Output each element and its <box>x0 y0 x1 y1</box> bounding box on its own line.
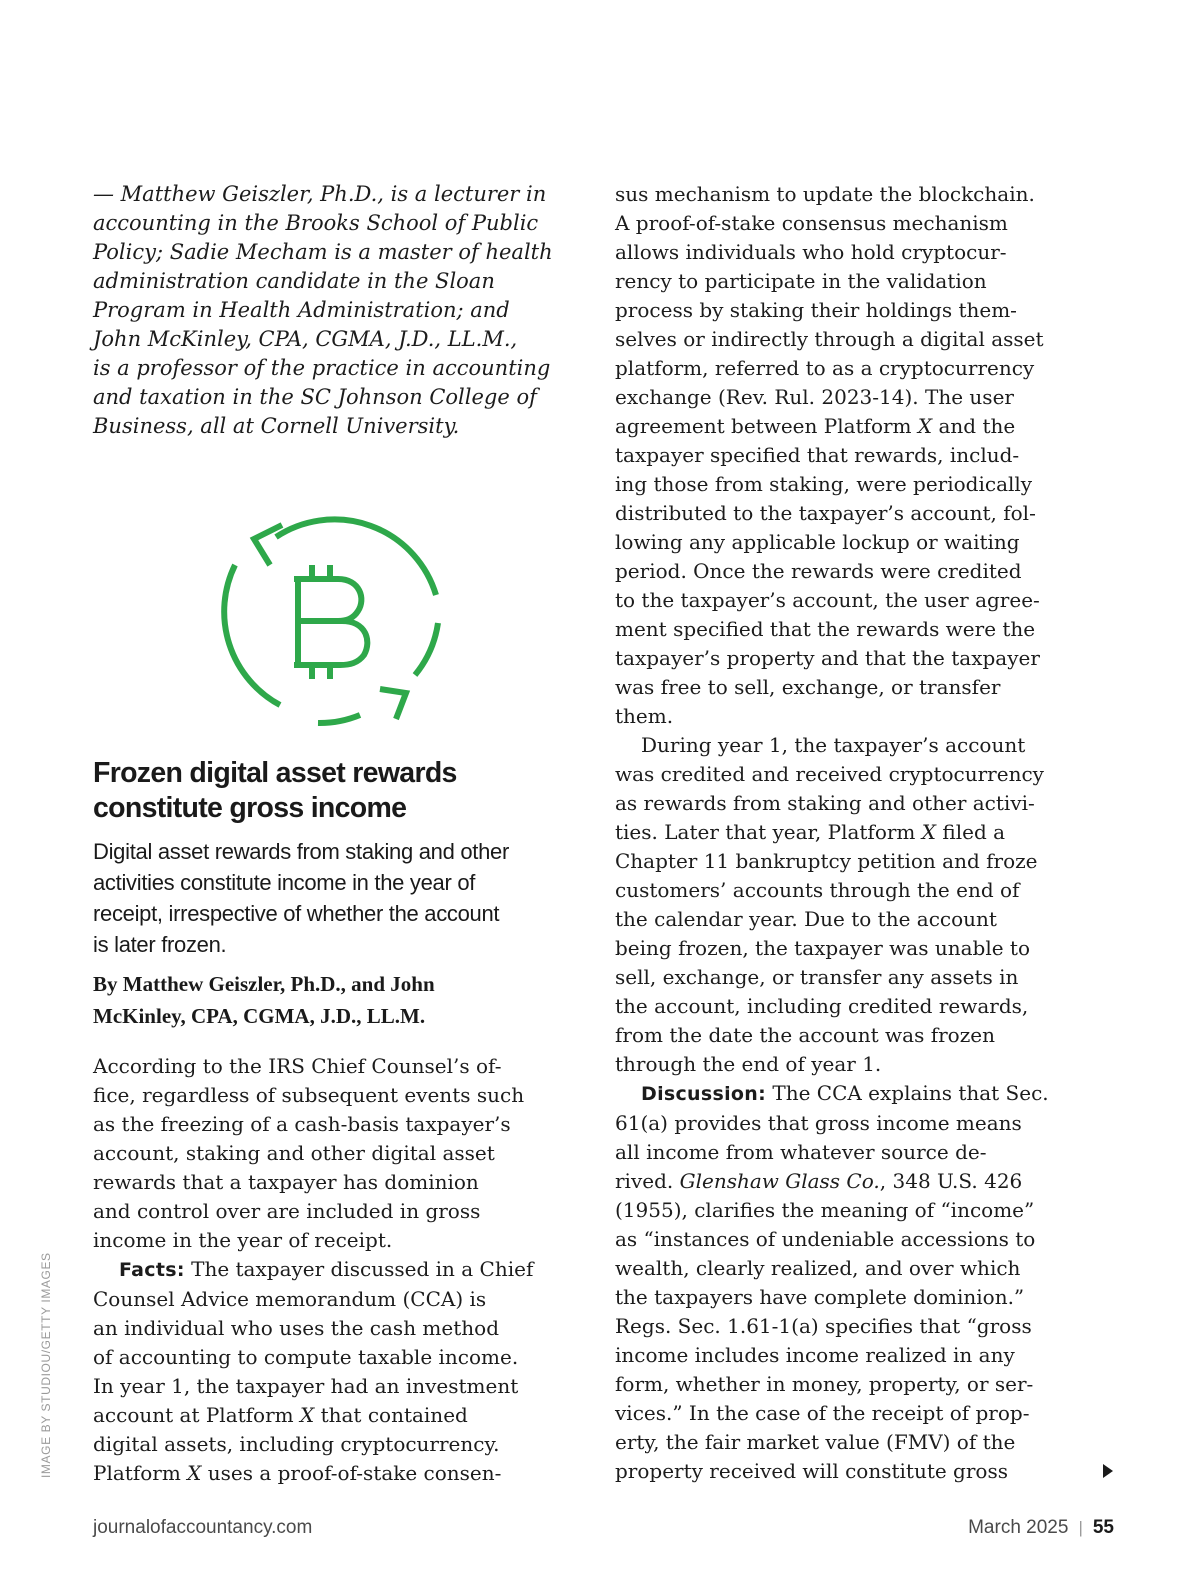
body-line: income in the year of receipt. <box>93 1228 393 1252</box>
body-line: vices.” In the case of the receipt of prop- <box>615 1401 1030 1425</box>
body-line <box>93 1459 563 1488</box>
body-line: According to the IRS Chief Counsel’s of- <box>93 1054 502 1078</box>
refresh-arc-left <box>224 565 280 705</box>
body-line: digital assets, including cryptocurrency. <box>93 1432 500 1456</box>
body-line: wealth, clearly realized, and over which <box>615 1256 1021 1280</box>
footer-issue <box>968 1517 1114 1539</box>
deck-line: Digital asset rewards from staking and other <box>93 839 509 864</box>
platform-x: X <box>917 414 933 438</box>
body-text: account at Platform <box>93 1403 300 1427</box>
bitcoin-refresh-svg <box>210 505 450 730</box>
bio-line: administration candidate in the Sloan <box>93 269 495 293</box>
body-line <box>615 1079 1077 1109</box>
discussion-label: Discussion: <box>641 1083 766 1105</box>
footer-website: journalofaccountancy.com <box>93 1517 313 1538</box>
platform-x: X <box>921 820 937 844</box>
footer-date: March 2025 <box>968 1517 1069 1538</box>
body-line: income includes income realized in any <box>615 1343 1015 1367</box>
body-line: as “instances of undeniable accessions to <box>615 1227 1036 1251</box>
platform-x: X <box>299 1403 315 1427</box>
body-line: was free to sell, exchange, or transfer <box>615 675 1001 699</box>
bitcoin-refresh-icon <box>210 505 450 730</box>
bio-line: — Matthew Geiszler, Ph.D., is a lecturer in <box>93 182 547 206</box>
body-line: A proof-of-stake consensus mechanism <box>615 211 1008 235</box>
bio-line: Business, all at Cornell University. <box>93 414 460 438</box>
footer-separator: | <box>1078 1518 1083 1537</box>
body-line: Regs. Sec. 1.61-1(a) specifies that “gross <box>615 1314 1032 1338</box>
arrow-head-bottom <box>380 689 406 719</box>
body-line: selves or indirectly through a digital asset <box>615 327 1044 351</box>
bio-line: is a professor of the practice in accounting <box>93 356 551 380</box>
body-line: rewards that a taxpayer has dominion <box>93 1170 479 1194</box>
body-line: lowing any applicable lockup or waiting <box>615 530 1020 554</box>
bio-line: Program in Health Administration; and <box>93 298 510 322</box>
body-line <box>93 1255 563 1285</box>
case-name: Glenshaw Glass Co. <box>679 1169 880 1193</box>
byline-line: McKinley, CPA, CGMA, J.D., LL.M. <box>93 1004 426 1028</box>
body-line: distributed to the taxpayer’s account, fol- <box>615 501 1036 525</box>
image-credit: IMAGE BY STUDIOU/GETTY IMAGES <box>39 1252 53 1478</box>
body-line: (1955), clarifies the meaning of “income” <box>615 1198 1035 1222</box>
body-line: property received will constitute gross <box>615 1459 1008 1483</box>
page-number: 55 <box>1092 1517 1114 1538</box>
bio-line: and taxation in the SC Johnson College of <box>93 385 537 409</box>
refresh-arc-right <box>415 623 438 675</box>
body-line: Counsel Advice memorandum (CCA) is <box>93 1287 487 1311</box>
body-line: Chapter 11 bankruptcy petition and froze <box>615 849 1038 873</box>
body-line: the calendar year. Due to the account <box>615 907 997 931</box>
body-line: platform, referred to as a cryptocurrency <box>615 356 1035 380</box>
body-text: Platform <box>93 1461 188 1485</box>
body-line: to the taxpayer’s account, the user agree- <box>615 588 1040 612</box>
author-bio <box>93 180 563 441</box>
body-line: sell, exchange, or transfer any assets in <box>615 965 1019 989</box>
article-byline <box>93 968 563 1032</box>
body-text: uses a proof-of-stake consen- <box>201 1461 502 1485</box>
body-line: through the end of year 1. <box>615 1052 882 1076</box>
body-text: agreement between Platform <box>615 414 918 438</box>
body-line: as the freezing of a cash-basis taxpayer’s <box>93 1112 511 1136</box>
body-line: taxpayer specified that rewards, includ- <box>615 443 1020 467</box>
body-line: 61(a) provides that gross income means <box>615 1111 1022 1135</box>
body-line <box>93 1401 563 1430</box>
body-line: from the date the account was frozen <box>615 1023 995 1047</box>
bitcoin-b-glyph <box>294 565 367 679</box>
refresh-arc-bottom <box>318 715 360 723</box>
body-line: rency to participate in the validation <box>615 269 987 293</box>
body-line <box>615 818 1077 847</box>
body-line: them. <box>615 704 674 728</box>
article-deck <box>93 836 561 960</box>
bio-line: Policy; Sadie Mecham is a master of health <box>93 240 553 264</box>
body-line <box>615 1167 1077 1196</box>
body-text: that contained <box>314 1403 468 1427</box>
body-text: rived. <box>615 1169 680 1193</box>
body-line: of accounting to compute taxable income. <box>93 1345 519 1369</box>
body-line: the account, including credited rewards, <box>615 994 1029 1018</box>
body-line: exchange (Rev. Rul. 2023-14). The user <box>615 385 1014 409</box>
body-line: period. Once the rewards were credited <box>615 559 1022 583</box>
byline-line: By Matthew Geiszler, Ph.D., and John <box>93 972 435 996</box>
body-column-left <box>93 1052 563 1488</box>
body-line: ment specified that the rewards were the <box>615 617 1036 641</box>
body-line: fice, regardless of subsequent events such <box>93 1083 525 1107</box>
bio-line: John McKinley, CPA, CGMA, J.D., LL.M., <box>93 327 518 351</box>
body-line: an individual who uses the cash method <box>93 1316 499 1340</box>
headline-line: constitute gross income <box>93 792 407 824</box>
body-line: taxpayer’s property and that the taxpayer <box>615 646 1040 670</box>
deck-line: activities constitute income in the year of <box>93 870 476 895</box>
body-line: customers’ accounts through the end of <box>615 878 1020 902</box>
body-line: During year 1, the taxpayer’s account <box>641 733 1026 757</box>
body-column-right <box>615 180 1077 1486</box>
body-text: The CCA explains that Sec. <box>766 1081 1049 1105</box>
body-line: and control over are included in gross <box>93 1199 481 1223</box>
body-text: and the <box>932 414 1016 438</box>
body-text: filed a <box>936 820 1006 844</box>
deck-line: is later frozen. <box>93 932 227 957</box>
body-text: ties. Later that year, Platform <box>615 820 922 844</box>
body-line: form, whether in money, property, or ser- <box>615 1372 1034 1396</box>
body-line: erty, the fair market value (FMV) of the <box>615 1430 1016 1454</box>
body-line: the taxpayers have complete dominion.” <box>615 1285 1025 1309</box>
article-headline <box>93 756 563 826</box>
bio-line: accounting in the Brooks School of Public <box>93 211 539 235</box>
body-line: In year 1, the taxpayer had an investment <box>93 1374 519 1398</box>
facts-label: Facts: <box>119 1259 185 1281</box>
body-line: allows individuals who hold cryptocur- <box>615 240 1007 264</box>
body-line: process by staking their holdings them- <box>615 298 1017 322</box>
deck-line: receipt, irrespective of whether the account <box>93 901 500 926</box>
body-line: all income from whatever source de- <box>615 1140 987 1164</box>
body-line: being frozen, the taxpayer was unable to <box>615 936 1030 960</box>
body-text: , 348 U.S. 426 <box>879 1169 1023 1193</box>
continue-arrow-icon <box>1103 1464 1113 1478</box>
body-line <box>615 412 1077 441</box>
body-line: account, staking and other digital asset <box>93 1141 495 1165</box>
body-text: The taxpayer discussed in a Chief <box>184 1257 534 1281</box>
platform-x: X <box>187 1461 202 1485</box>
body-line: ing those from staking, were periodically <box>615 472 1033 496</box>
body-line: was credited and received cryptocurrency <box>615 762 1044 786</box>
body-line: as rewards from staking and other activi- <box>615 791 1035 815</box>
body-line: sus mechanism to update the blockchain. <box>615 182 1035 206</box>
headline-line: Frozen digital asset rewards <box>93 757 457 789</box>
arrow-head-top <box>254 525 282 565</box>
